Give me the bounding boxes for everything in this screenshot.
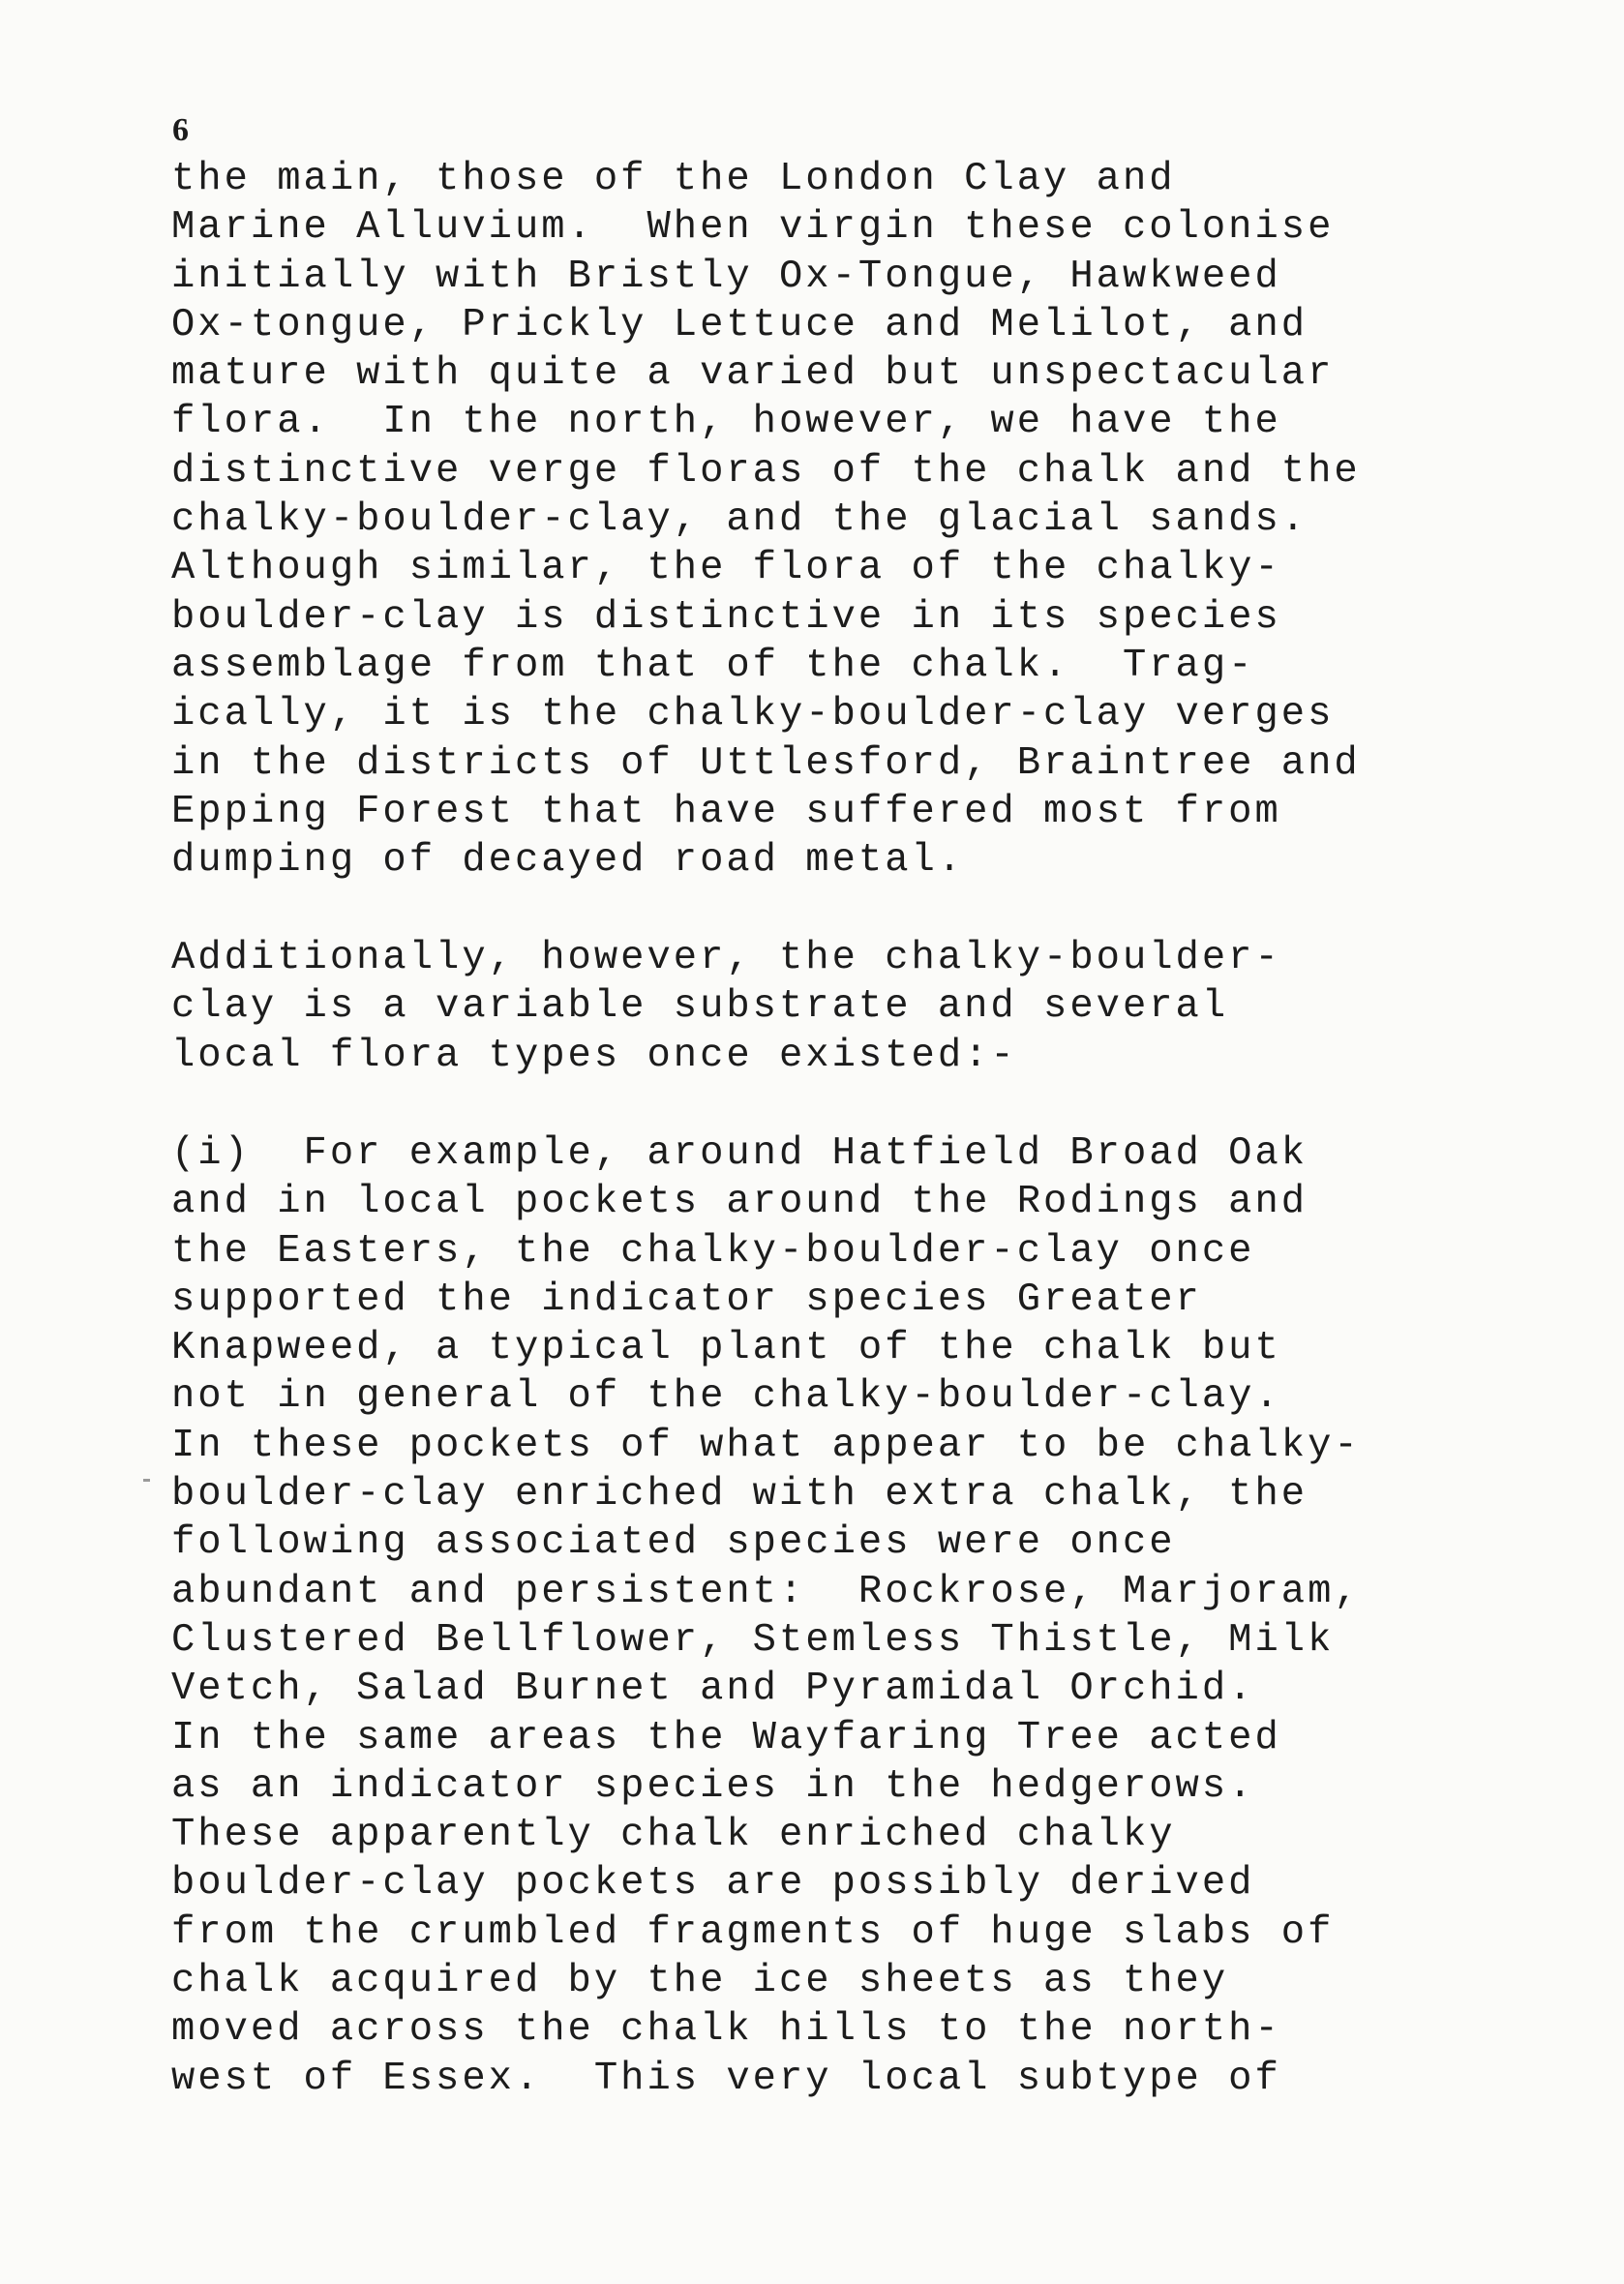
text-line: and in local pockets around the Rodings and xyxy=(171,1180,1308,1225)
text-line: In these pockets of what appear to be chalky- xyxy=(171,1423,1361,1468)
text-line: abundant and persistent: Rockrose, Marjoram, xyxy=(171,1569,1361,1614)
text-line: not in general of the chalky-boulder-clay. xyxy=(171,1374,1281,1420)
text-line: the main, those of the London Clay and xyxy=(171,157,1176,201)
text-line: (i) For example, around Hatfield Broad Oak xyxy=(171,1131,1308,1176)
text-line: chalk acquired by the ice sheets as they xyxy=(171,1959,1229,2004)
text-line: Clustered Bellflower, Stemless Thistle, Milk xyxy=(171,1617,1335,1663)
text-line: following associated species were once xyxy=(171,1520,1176,1566)
paragraph-verge-floras xyxy=(171,155,1361,885)
text-line: initially with Bristly Ox-Tongue, Hawkweed xyxy=(171,254,1281,299)
text-line: local flora types once existed:- xyxy=(171,1033,1017,1078)
text-line: the Easters, the chalky-boulder-clay once xyxy=(171,1228,1255,1274)
paragraph-additionally xyxy=(171,934,1281,1080)
text-line: assemblage from that of the chalk. Trag- xyxy=(171,643,1255,688)
page-number: 6 xyxy=(172,112,189,148)
text-line: Ox-tongue, Prickly Lettuce and Melilot, and xyxy=(171,302,1308,347)
text-line: chalky-boulder-clay, and the glacial sands. xyxy=(171,497,1308,543)
text-line: Epping Forest that have suffered most from xyxy=(171,789,1281,834)
text-line: west of Essex. This very local subtype of xyxy=(171,2056,1281,2101)
text-line: In the same areas the Wayfaring Tree acted xyxy=(171,1715,1281,1760)
text-line: boulder-clay is distinctive in its species xyxy=(171,594,1281,640)
text-line: boulder-clay enriched with extra chalk, the xyxy=(171,1472,1308,1518)
text-line: boulder-clay pockets are possibly derived xyxy=(171,1861,1255,1907)
text-line: clay is a variable substrate and several xyxy=(171,984,1229,1030)
text-line: distinctive verge floras of the chalk and the xyxy=(171,448,1361,494)
text-line: These apparently chalk enriched chalky xyxy=(171,1813,1176,1858)
text-line: supported the indicator species Greater xyxy=(171,1277,1202,1322)
text-line: flora. In the north, however, we have the xyxy=(171,400,1281,445)
text-line: as an indicator species in the hedgerows. xyxy=(171,1763,1255,1809)
text-line: in the districts of Uttlesford, Braintree and xyxy=(171,740,1361,786)
text-line: mature with quite a varied but unspectacular xyxy=(171,351,1335,397)
text-line: ically, it is the chalky-boulder-clay verges xyxy=(171,692,1335,737)
text-line: moved across the chalk hills to the north- xyxy=(171,2007,1281,2053)
margin-mark xyxy=(143,1479,150,1482)
text-line: Additionally, however, the chalky-boulder- xyxy=(171,936,1281,980)
text-line: Knapweed, a typical plant of the chalk but xyxy=(171,1326,1281,1371)
text-line: Marine Alluvium. When virgin these colonise xyxy=(171,205,1335,251)
text-line: Although similar, the flora of the chalky- xyxy=(171,546,1281,591)
text-line: dumping of decayed road metal. xyxy=(171,838,965,884)
paragraph-example-hatfield xyxy=(171,1129,1361,2103)
text-line: Vetch, Salad Burnet and Pyramidal Orchid. xyxy=(171,1667,1255,1712)
text-line: from the crumbled fragments of huge slabs of xyxy=(171,1909,1335,1955)
